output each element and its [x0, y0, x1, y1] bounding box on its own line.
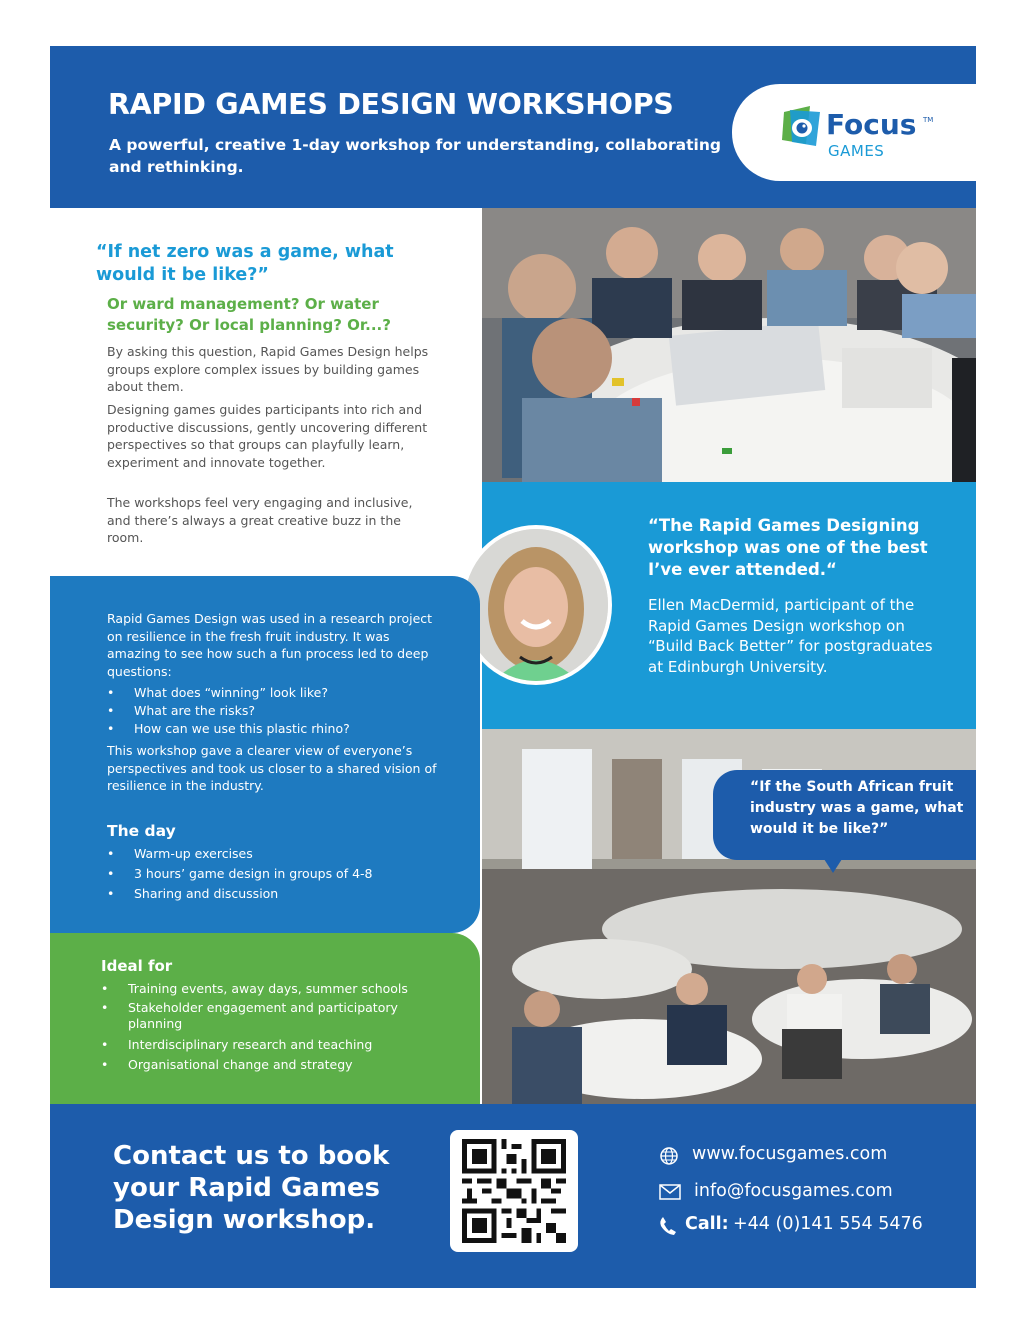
list-item: • How can we use this plastic rhino? — [134, 720, 350, 738]
list-item: • Organisational change and strategy — [128, 1056, 353, 1074]
list-item: • 3 hours’ game design in groups of 4-8 — [134, 865, 373, 883]
list-item: • Stakeholder engagement and participatory planning — [128, 1000, 448, 1032]
focus-eye-icon — [780, 104, 824, 148]
intro-quote: “If net zero was a game, what would it be like?” — [96, 242, 394, 285]
list-item: • What does “winning” look like? — [134, 684, 328, 702]
research-outcome: This workshop gave a clearer view of everyone’s perspectives and took us closer to a shared vision of resilience in the industry. — [107, 743, 437, 793]
logo-subtitle: GAMES — [828, 142, 885, 160]
intro-paragraph: Designing games guides participants into rich and productive discussions, gently uncovering different perspectives so that groups can playfully learn, experiment and innovate together. — [107, 402, 428, 470]
intro-paragraph: The workshops feel very engaging and inclusive, and there’s always a great creative buzz in the room. — [107, 495, 413, 545]
list-item: • Warm-up exercises — [134, 845, 253, 863]
call-label: Call: — [685, 1214, 729, 1234]
envelope-icon — [659, 1184, 681, 1200]
qr-code[interactable] — [460, 1139, 568, 1243]
testimonial-attribution: Ellen MacDermid, participant of the Rapid Games Design workshop on “Build Back Better” for postgraduates at Edinburgh University. — [648, 596, 933, 676]
participant-portrait — [464, 529, 608, 681]
phone-icon — [659, 1216, 677, 1236]
testimonial-quote: “The Rapid Games Designing workshop was one of the best I’ve ever attended.“ — [648, 516, 928, 579]
page-title: RAPID GAMES DESIGN WORKSHOPS — [108, 88, 674, 121]
workshop-photo-table — [482, 208, 976, 482]
page-subtitle: A powerful, creative 1-day workshop for understanding, collaborating and rethinking. — [109, 136, 721, 176]
speech-bubble-tail — [824, 859, 842, 873]
list-item: • Interdisciplinary research and teaching — [128, 1036, 372, 1054]
intro-paragraph: By asking this question, Rapid Games Design helps groups explore complex issues by building games about them. — [107, 344, 429, 394]
speech-bubble-text: “If the South African fruit industry was a game, what would it be like?” — [750, 779, 964, 837]
ideal-for-heading: Ideal for — [101, 957, 173, 975]
list-item: • Sharing and discussion — [134, 885, 278, 903]
logo-wordmark: Focus — [826, 108, 917, 141]
intro-subquote: Or ward management? Or water security? Or local planning? Or...? — [107, 295, 391, 334]
globe-icon — [659, 1146, 679, 1166]
logo-trademark: TM — [923, 116, 934, 124]
list-item: • Training events, away days, summer schools — [128, 980, 408, 998]
the-day-heading: The day — [107, 822, 176, 840]
research-intro: Rapid Games Design was used in a research project on resilience in the fresh fruit industry. It was amazing to see how such a fun process led to deep questions: — [107, 611, 433, 679]
phone-number[interactable]: +44 (0)141 554 5476 — [733, 1214, 923, 1234]
email-link[interactable]: info@focusgames.com — [694, 1181, 893, 1201]
list-item: • What are the risks? — [134, 702, 255, 720]
call-to-action: Contact us to book your Rapid Games Design workshop. — [113, 1141, 390, 1235]
website-link[interactable]: www.focusgames.com — [692, 1144, 888, 1164]
